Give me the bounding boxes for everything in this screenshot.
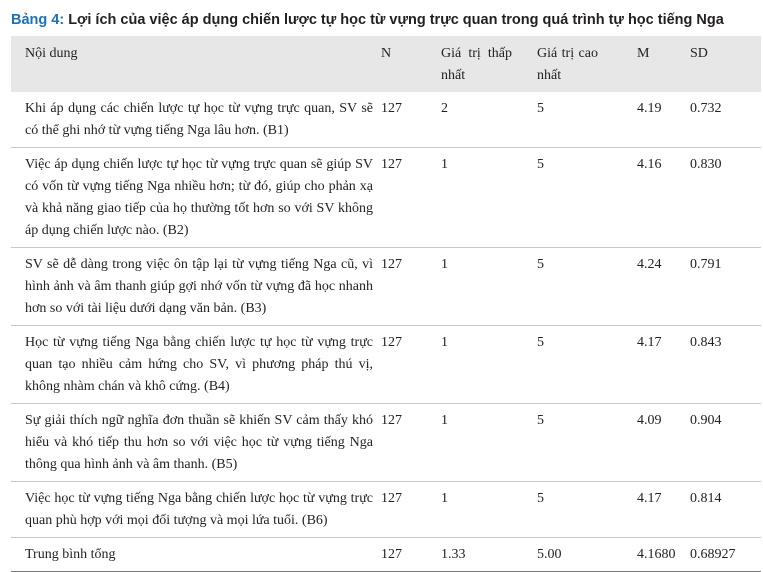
cell-mean: 4.09 (637, 413, 662, 428)
table-row (11, 248, 761, 326)
cell-sd: 0.732 (690, 101, 722, 116)
cell-max-value: 5 (537, 257, 544, 272)
cell-mean: 4.1680 (637, 547, 676, 562)
cell-n: 127 (381, 257, 402, 272)
header-sd: SD (690, 46, 708, 61)
cell-min-value: 1 (441, 413, 448, 428)
table-row (11, 326, 761, 404)
cell-mean: 4.24 (637, 257, 662, 272)
table-caption-title: Lợi ích của việc áp dụng chiến lược tự học từ vựng trực quan trong quá trình tự học tiếng Nga (68, 12, 724, 28)
cell-content: Trung bình tổng (25, 547, 116, 562)
table-row (11, 92, 761, 148)
table-caption-label: Bảng 4: (11, 12, 65, 28)
cell-sd: 0.814 (690, 491, 722, 506)
cell-content: SV sẽ dễ dàng trong việc ôn tập lại từ vựng tiếng Nga cũ, vì hình ảnh và âm thanh giúp gợi nhớ vốn từ vựng đã học nhanh hơn so với tài liệu dưới dạng văn bản. (B3) (25, 257, 373, 316)
cell-min-value: 1 (441, 157, 448, 172)
cell-mean: 4.19 (637, 101, 662, 116)
cell-min-value: 1.33 (441, 547, 466, 562)
cell-n: 127 (381, 413, 402, 428)
cell-content: Khi áp dụng các chiến lược tự học từ vựng trực quan, SV sẽ có thể ghi nhớ từ vựng tiếng Nga lâu hơn. (B1) (25, 101, 373, 138)
cell-sd: 0.904 (690, 413, 722, 428)
cell-min-value: 1 (441, 491, 448, 506)
cell-n: 127 (381, 335, 402, 350)
cell-n: 127 (381, 547, 402, 562)
cell-mean: 4.16 (637, 157, 662, 172)
cell-content: Việc áp dụng chiến lược tự học từ vựng trực quan sẽ giúp SV có vốn từ vựng tiếng Nga nhiều hơn; từ đó, giúp cho phản xạ và khả năng giao tiếp của họ thường tốt hơn so với SV không áp dụng chiến lược nào. (B2) (25, 157, 373, 238)
data-table (11, 36, 761, 572)
header-max-value: Giá trị cao nhất (537, 46, 598, 83)
cell-min-value: 1 (441, 335, 448, 350)
table-row (11, 482, 761, 538)
cell-mean: 4.17 (637, 491, 662, 506)
table-body (11, 92, 761, 572)
cell-content: Sự giải thích ngữ nghĩa đơn thuần sẽ khiến SV cảm thấy khó hiểu và khó tiếp thu hơn so với việc học từ vựng tiếng Nga thông qua hình ảnh và âm thanh. (B5) (25, 413, 373, 472)
table-total-row (11, 538, 761, 572)
cell-content: Học từ vựng tiếng Nga bằng chiến lược tự học từ vựng trực quan tạo nhiều cảm hứng cho SV, vì phương pháp thú vị, không nhàm chán và khô cứng. (B4) (25, 335, 373, 394)
cell-mean: 4.17 (637, 335, 662, 350)
cell-n: 127 (381, 157, 402, 172)
cell-max-value: 5 (537, 491, 544, 506)
cell-n: 127 (381, 101, 402, 116)
cell-max-value: 5 (537, 413, 544, 428)
cell-max-value: 5.00 (537, 547, 562, 562)
table-row (11, 148, 761, 248)
cell-content: Việc học từ vựng tiếng Nga bằng chiến lược học từ vựng trực quan phù hợp với mọi đối tượng và mọi lứa tuổi. (B6) (25, 491, 373, 528)
cell-min-value: 2 (441, 101, 448, 116)
table-row (11, 404, 761, 482)
cell-sd: 0.843 (690, 335, 722, 350)
table-caption (11, 12, 724, 28)
header-min-value: Giá trị thấp nhất (441, 46, 512, 83)
header-n: N (381, 46, 392, 61)
header-mean: M (637, 46, 650, 61)
cell-n: 127 (381, 491, 402, 506)
cell-min-value: 1 (441, 257, 448, 272)
cell-max-value: 5 (537, 157, 544, 172)
table-header-row (11, 36, 761, 92)
header-content: Nội dung (25, 46, 78, 61)
cell-sd: 0.68927 (690, 547, 736, 562)
cell-sd: 0.830 (690, 157, 722, 172)
cell-max-value: 5 (537, 101, 544, 116)
cell-max-value: 5 (537, 335, 544, 350)
cell-sd: 0.791 (690, 257, 722, 272)
